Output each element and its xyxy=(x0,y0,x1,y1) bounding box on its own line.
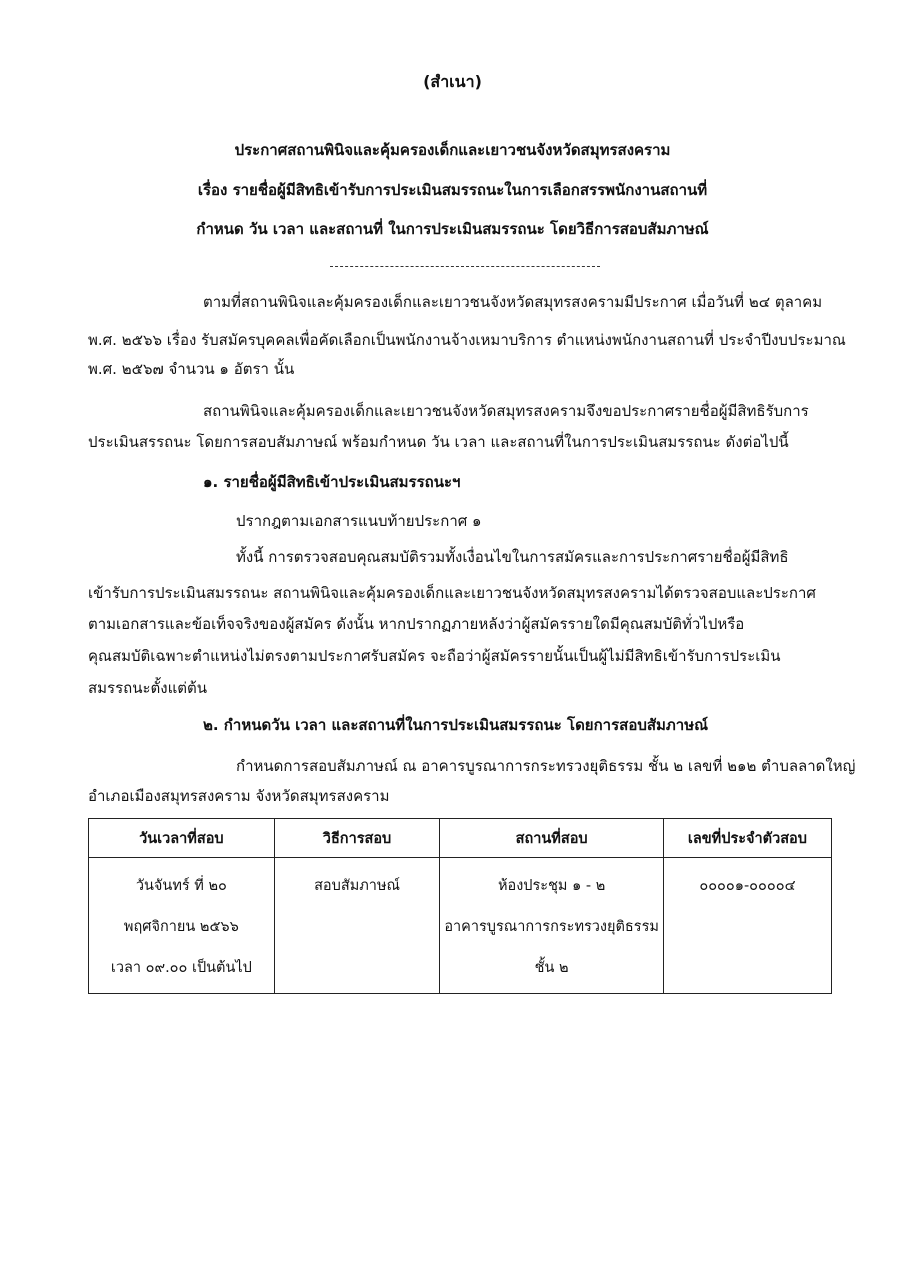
para3-line-3: ตามเอกสารและข้อเท็จจริงของผู้สมัคร ดังนั้น หากปรากฏภายหลังว่าผู้สมัครรายใดมีคุณสมบัติทั่วไปหรือ xyxy=(88,615,745,633)
datetime-day: วันจันทร์ ที่ ๒๐ xyxy=(135,878,227,894)
para3-line-2: เข้ารับการประเมินสมรรถนะ สถานพินิจและคุ้มครองเด็กและเยาวชนจังหวัดสมุทรสงครามได้ตรวจสอบและประกาศ xyxy=(88,584,816,602)
header-line-3: กำหนด วัน เวลา และสถานที่ ในการประเมินสมรรถนะ โดยวิธีการสอบสัมภาษณ์ xyxy=(196,220,709,238)
para2-line-2: ประเมินสรรถนะ โดยการสอบสัมภาษณ์ พร้อมกำหนด วัน เวลา และสถานที่ในการประเมินสมรรถนะ ดังต่อไปนี้ xyxy=(88,433,789,451)
header-exam-method: วิธีการสอบ xyxy=(274,819,440,858)
venue-floor: ชั้น ๒ xyxy=(534,960,569,976)
table-row xyxy=(89,858,832,994)
method-text: สอบสัมภาษณ์ xyxy=(314,878,400,894)
para1-line-3: พ.ศ. ๒๕๖๗ จำนวน ๑ อัตรา นั้น xyxy=(88,360,295,378)
para3-line-4: คุณสมบัติเฉพาะตำแหน่งไม่ตรงตามประกาศรับสมัคร จะถือว่าผู้สมัครรายนั้นเป็นผู้ไม่มีสิทธิเข้ารับการประเมิน xyxy=(88,647,781,665)
exam-schedule-table xyxy=(88,818,832,994)
cell-exam-method xyxy=(274,858,440,994)
datetime-time: เวลา ๐๙.๐๐ เป็นต้นไป xyxy=(110,960,252,976)
header-divider xyxy=(330,266,600,267)
header-exam-datetime: วันเวลาที่สอบ xyxy=(89,819,275,858)
header-line-1: ประกาศสถานพินิจและคุ้มครองเด็กและเยาวชนจังหวัดสมุทรสงคราม xyxy=(234,141,671,159)
section2-title: ๒. กำหนดวัน เวลา และสถานที่ในการประเมินสมรรถนะ โดยการสอบสัมภาษณ์ xyxy=(203,716,709,734)
copy-mark: (สำเนา) xyxy=(423,72,482,91)
section1-title: ๑. รายชื่อผู้มีสิทธิเข้าประเมินสมรรถนะฯ xyxy=(203,473,461,491)
datetime-month-year: พฤศจิกายน ๒๕๖๖ xyxy=(123,919,239,935)
cell-exam-datetime xyxy=(89,858,275,994)
para3-line-5: สมรรถนะตั้งแต่ต้น xyxy=(88,679,208,697)
para2-line-1: สถานพินิจและคุ้มครองเด็กและเยาวชนจังหวัดสมุทรสงครามจึงขอประกาศรายชื่อผู้มีสิทธิรับการ xyxy=(203,402,809,420)
cell-exam-venue xyxy=(440,858,664,994)
venue-building: อาคารบูรณาการกระทรวงยุติธรรม xyxy=(444,919,659,935)
section2-text-line-1: กำหนดการสอบสัมภาษณ์ ณ อาคารบูรณาการกระทรวงยุติธรรม ชั้น ๒ เลขที่ ๒๑๒ ตำบลลาดใหญ่ xyxy=(236,757,856,775)
para3-line-1: ทั้งนี้ การตรวจสอบคุณสมบัติรวมทั้งเงื่อนไขในการสมัครและการประกาศรายชื่อผู้มีสิทธิ xyxy=(236,548,789,566)
header-exam-ids: เลขที่ประจำตัวสอบ xyxy=(663,819,831,858)
cell-exam-ids xyxy=(663,858,831,994)
para1-line-2: พ.ศ. ๒๕๖๖ เรื่อง รับสมัครบุคคลเพื่อคัดเลือกเป็นพนักงานจ้างเหมาบริการ ตำแหน่งพนักงานสถานที่ ประจำปีงบประมาณ xyxy=(88,331,846,349)
header-exam-venue: สถานที่สอบ xyxy=(440,819,664,858)
para1-line-1: ตามที่สถานพินิจและคุ้มครองเด็กและเยาวชนจังหวัดสมุทรสงครามมีประกาศ เมื่อวันที่ ๒๔ ตุลาคม xyxy=(203,293,823,311)
table-header-row xyxy=(89,819,832,858)
section1-reference: ปรากฎตามเอกสารแนบท้ายประกาศ ๑ xyxy=(236,512,482,530)
ids-range: ๐๐๐๐๑-๐๐๐๐๔ xyxy=(699,878,796,894)
section2-text-line-2: อำเภอเมืองสมุทรสงคราม จังหวัดสมุทรสงคราม xyxy=(88,787,390,805)
venue-room: ห้องประชุม ๑ - ๒ xyxy=(497,878,606,894)
header-line-2: เรื่อง รายชื่อผู้มีสิทธิเข้ารับการประเมินสมรรถนะในการเลือกสรรพนักงานสถานที่ xyxy=(197,181,708,199)
